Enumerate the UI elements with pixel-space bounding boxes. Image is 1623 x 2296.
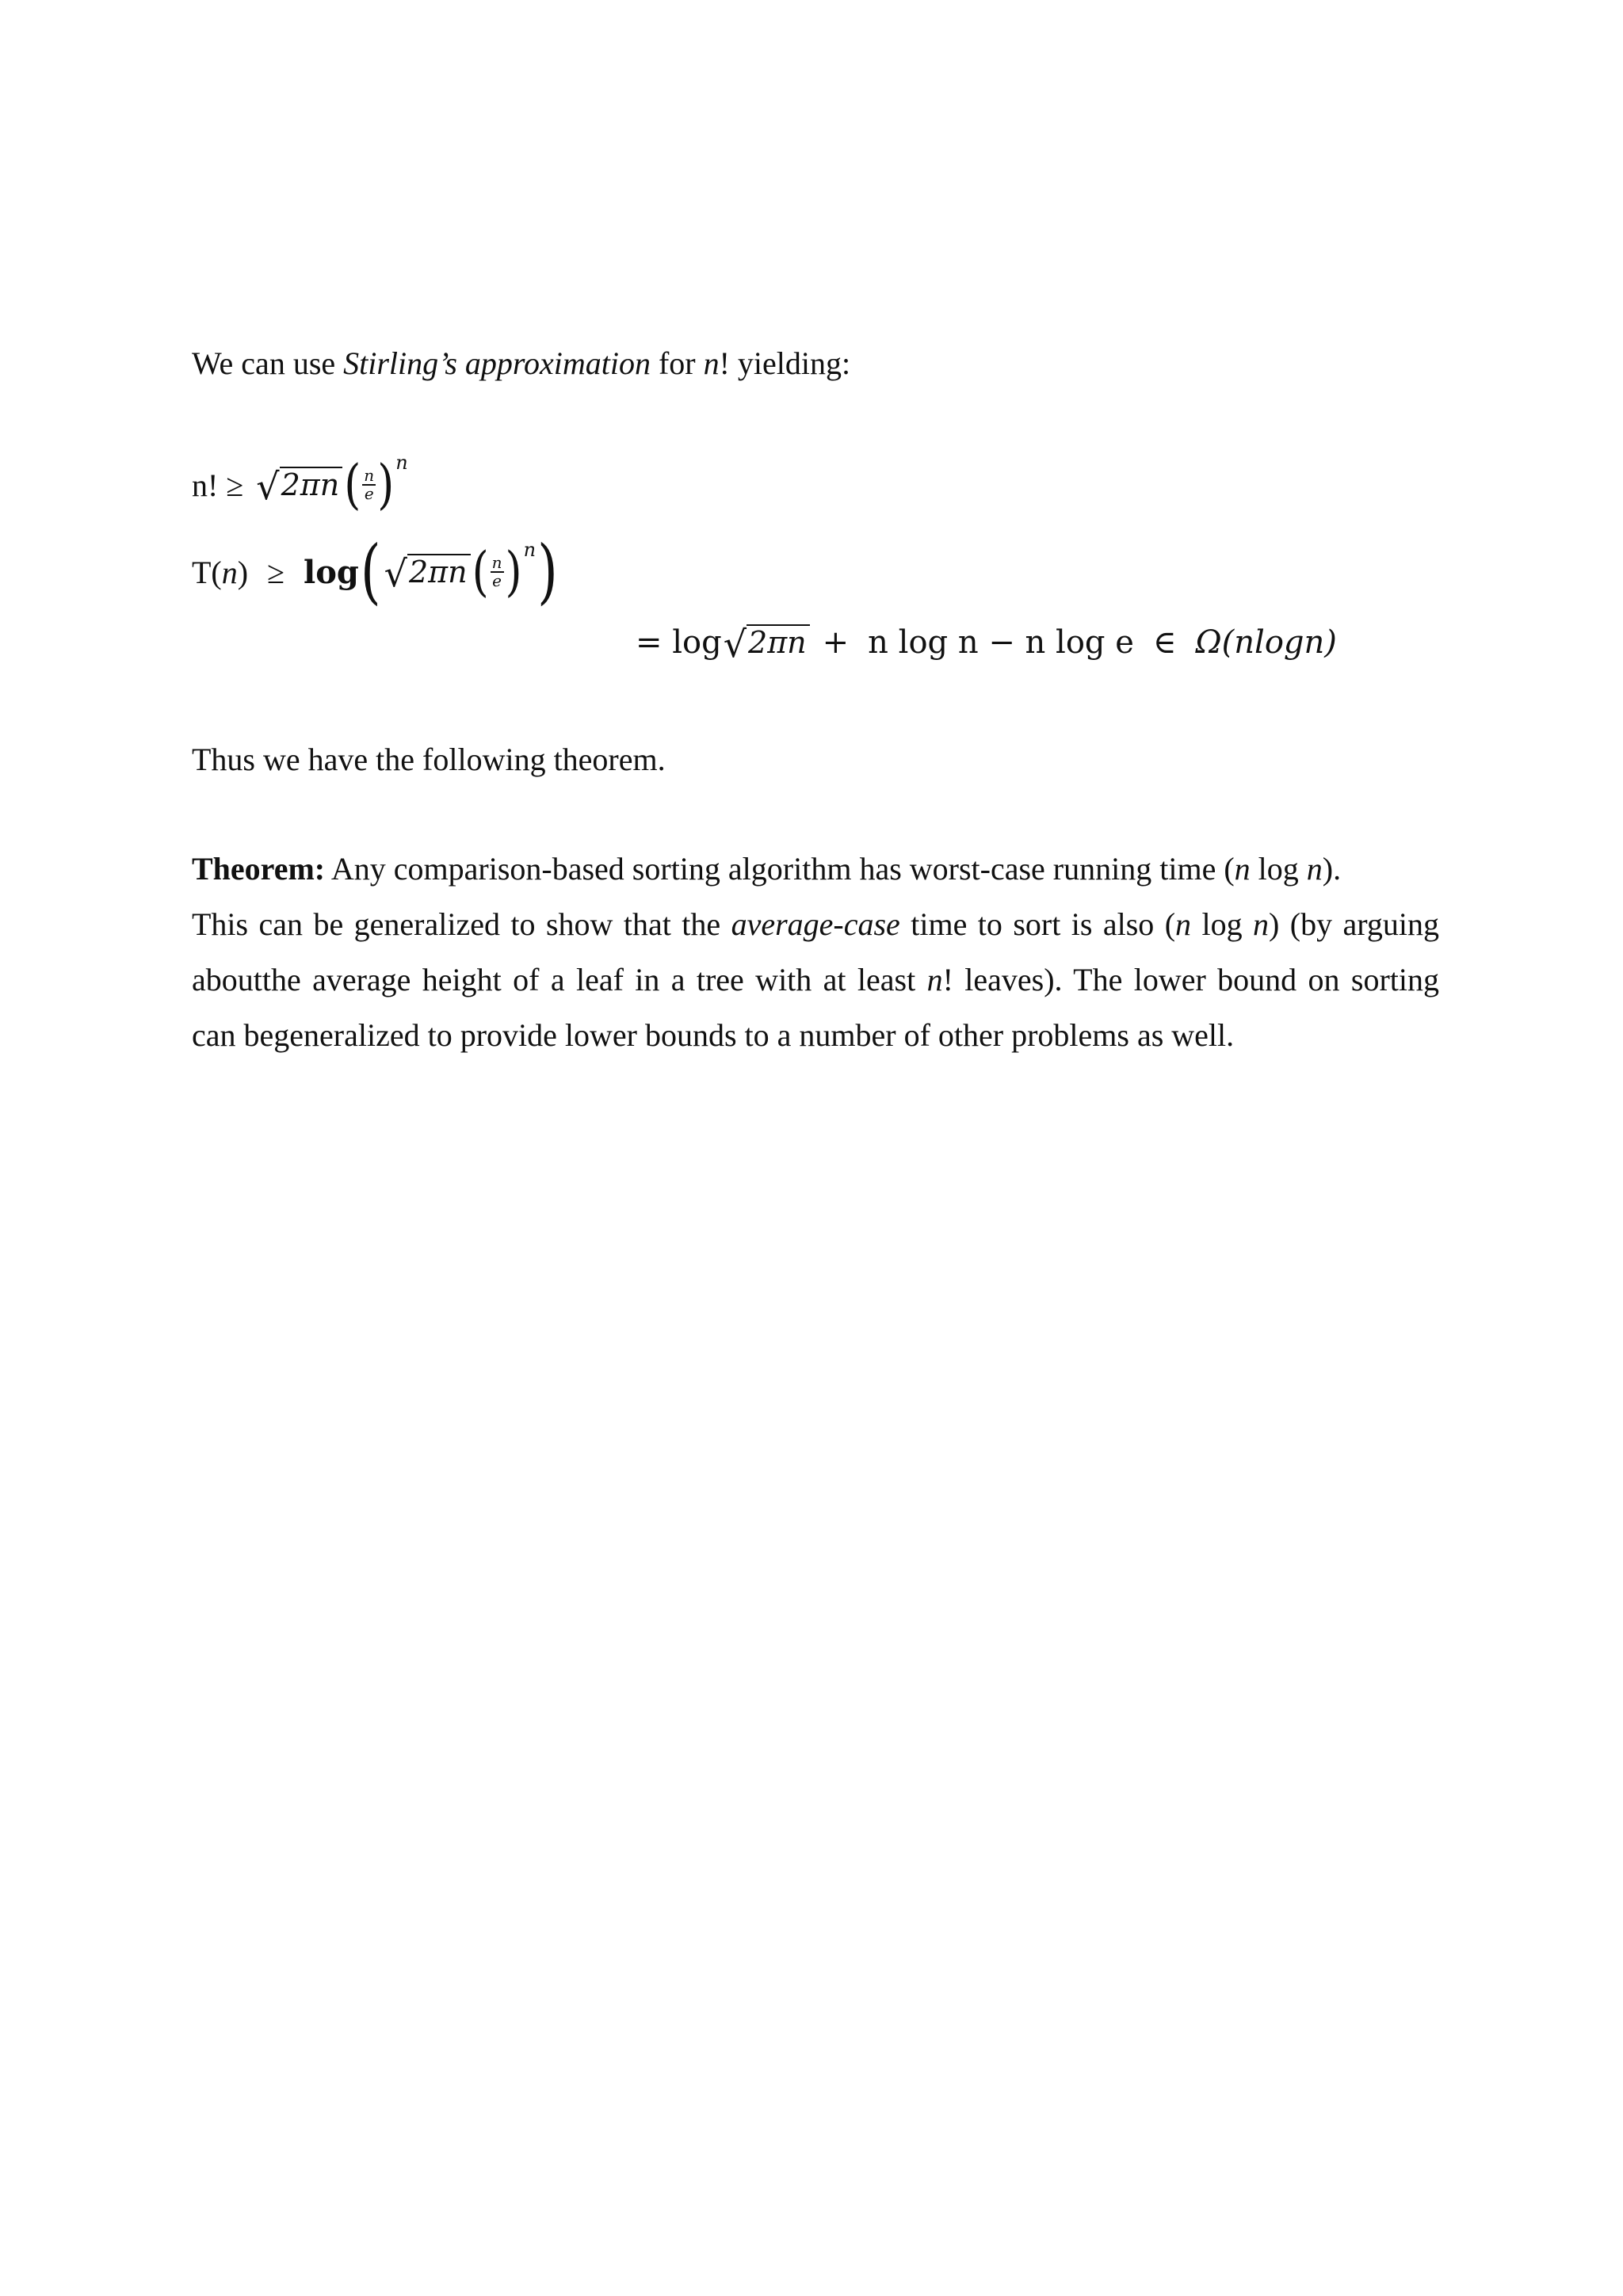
equation-stirling: n! ≥ √ 2πn ( $\frac{n}{e}$ ) n: [192, 452, 408, 516]
exponent: n: [395, 452, 408, 474]
sqrt-expression: √ 2πn: [256, 467, 342, 503]
ge-symbol: ≥: [267, 554, 285, 590]
intro-text: for: [650, 345, 704, 381]
stirling-term: Stirling’s approximation: [343, 345, 651, 381]
fraction-denominator: e: [364, 484, 374, 503]
log-word: log: [1250, 851, 1307, 887]
fraction-n-over-e: [362, 467, 376, 502]
average-case-term: average-case: [731, 906, 900, 942]
paragraph-line: [192, 952, 1439, 1008]
thus-line: Thus we have the following theorem.: [192, 742, 666, 777]
plus-symbol: +: [822, 624, 850, 661]
n-variable: n: [1253, 906, 1270, 942]
sqrt-content: 2πn: [747, 624, 810, 661]
eq3-log: = log: [636, 624, 722, 661]
generalization-paragraph: [192, 897, 1439, 1063]
sqrt-expression: √ 2πn: [724, 624, 810, 661]
eq2-lhs: T(: [192, 554, 222, 590]
sqrt-content: 2πn: [280, 467, 343, 503]
fraction-numerator: n: [491, 553, 502, 572]
n-variable: n: [926, 962, 943, 997]
eq2-lhs-close: ): [237, 554, 249, 590]
n-variable: n: [1306, 851, 1323, 887]
eq2-n: n: [221, 554, 238, 590]
paragraph-text: ) (by arguing: [1269, 906, 1440, 942]
intro-line: [192, 336, 850, 391]
eq1-lhs: n! ≥: [192, 467, 244, 503]
intro-text: We can use: [192, 345, 344, 381]
omega-bound: Ω(nlogn): [1195, 624, 1337, 661]
theorem-text: Any comparison-based sorting algorithm has worst-case running time (: [325, 851, 1235, 887]
paragraph-line: [192, 897, 1439, 952]
theorem-text: ).: [1322, 851, 1342, 887]
element-of-symbol: ∈: [1152, 624, 1177, 661]
equation-tn-lower-bound: T( n ) ≥ log ( √ 2πn ( $\frac{n}{e}$ ) n ): [192, 530, 558, 613]
exponent: n: [523, 539, 537, 561]
theorem-line: [192, 841, 1341, 897]
fraction-numerator: n: [364, 466, 375, 485]
theorem-label: Theorem:: [192, 851, 326, 887]
log-word: log: [1191, 906, 1254, 942]
fraction-denominator: e: [492, 571, 502, 590]
paragraph-text: ! leaves). The lower bound on sorting: [942, 962, 1439, 997]
paragraph-text: This can be generalized to show that the: [192, 906, 731, 942]
n-variable: n: [1234, 851, 1251, 887]
paragraph-line: can begeneralized to provide lower bounds to a number of other problems as well.: [192, 1017, 1235, 1053]
equation-expansion: [636, 615, 1337, 670]
sqrt-expression: √ 2πn: [384, 554, 471, 590]
intro-text: ! yielding:: [719, 345, 851, 381]
n-variable: n: [1175, 906, 1192, 942]
paragraph-text: time to sort is also (: [899, 906, 1176, 942]
paragraph-text: aboutthe average height of a leaf in a tree with at least: [192, 962, 927, 997]
sqrt-content: 2πn: [407, 554, 471, 590]
fraction-n-over-e: [491, 555, 504, 589]
n-variable: n: [703, 345, 720, 381]
log-operator: log: [304, 553, 359, 591]
eq3-terms: n log n − n log e: [868, 624, 1134, 661]
